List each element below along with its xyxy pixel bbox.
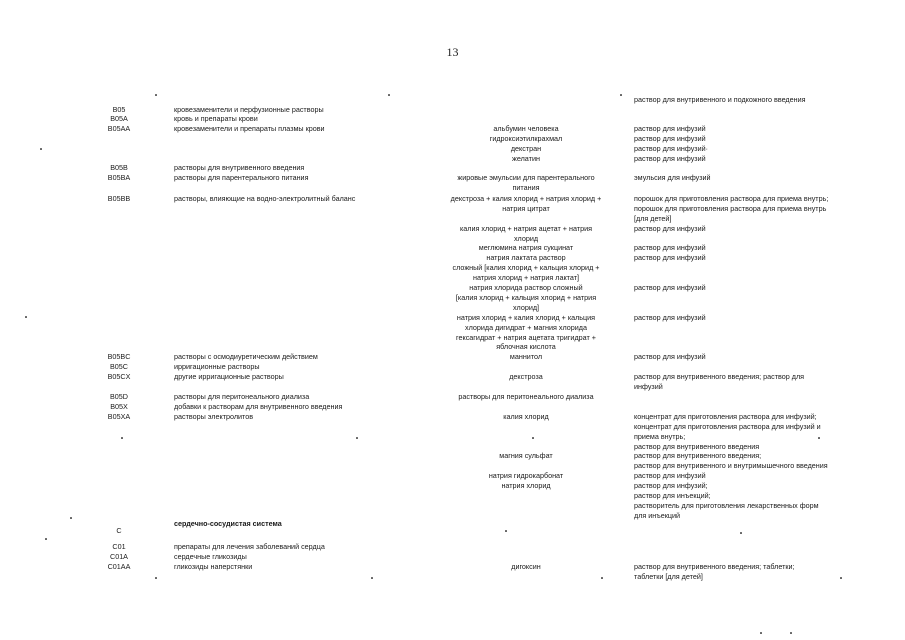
drug-name: гидроксиэтилкрахмал (489, 134, 563, 143)
form-cell: раствор для инфузий (634, 154, 706, 163)
form-cell: раствор для инфузий· (634, 144, 709, 153)
drug-name: яблочная кислота (496, 342, 556, 351)
form-cell: раствор для внутривенного введения; (634, 451, 762, 460)
scan-speck (356, 437, 358, 439)
atc-group: кровь и препараты крови (174, 114, 258, 123)
drug-name: гексагидрат + натрия ацетата тригидрат + (456, 333, 596, 342)
drug-name: натрия цитрат (502, 204, 550, 213)
drug-name: декстроза + калия хлорид + натрия хлорид + (450, 194, 602, 203)
form-cell: порошок для приготовления раствора для приема внутрь; (634, 194, 829, 203)
atc-code: C (116, 526, 122, 535)
form-cell: таблетки [для детей] (634, 572, 703, 581)
atc-code: B05X (110, 402, 128, 411)
drug-name: меглюмина натрия сукцинат (478, 243, 574, 252)
atc-group: сердечные гликозиды (174, 552, 247, 561)
page-number: 13 (446, 45, 459, 59)
atc-code: C01 (112, 542, 126, 551)
form-cell: раствор для внутривенного введения; раствор для (634, 372, 805, 381)
atc-group: растворы электролитов (174, 412, 254, 421)
drug-name: сложный [калия хлорид + кальция хлорид + (452, 263, 600, 272)
scan-speck (790, 632, 792, 634)
form-cell: раствор для внутривенного введения (634, 442, 760, 451)
drug-name: жировые эмульсии для парентерального (457, 173, 595, 182)
form-cell: раствор для внутривенного и внутримышечного введения (634, 461, 828, 470)
atc-group: растворы для внутривенного введения (174, 163, 305, 172)
scan-speck (740, 532, 742, 534)
atc-group: ирригационные растворы (174, 362, 260, 371)
form-cell: раствор для инфузий (634, 253, 706, 262)
drug-name: питания (512, 183, 540, 192)
drug-name: желатин (512, 154, 540, 163)
drug-name: альбумин человека (493, 124, 559, 133)
atc-group: препараты для лечения заболеваний сердца (174, 542, 325, 551)
form-cell: приема внутрь; (634, 432, 686, 441)
scan-speck (388, 94, 390, 96)
form-cell: эмульсия для инфузий (634, 173, 711, 182)
atc-code: B05 (112, 105, 126, 114)
scan-speck (25, 316, 27, 318)
drug-name: натрия гидрокарбонат (488, 471, 564, 480)
scan-speck (620, 94, 622, 96)
drug-name: декстран (510, 144, 542, 153)
drug-name: калия хлорид (503, 412, 549, 421)
atc-code: C01A (110, 552, 128, 561)
drug-name: [калия хлорид + кальция хлорид + натрия (455, 293, 597, 302)
form-cell: для инъекций (634, 511, 681, 520)
atc-code: B05C (110, 362, 128, 371)
form-cell: раствор для внутривенного и подкожного введения (634, 95, 806, 104)
drug-name: хлорида дигидрат + магния хлорида (465, 323, 587, 332)
drug-name: хлорид] (512, 303, 540, 312)
form-cell: раствор для инфузий (634, 124, 706, 133)
atc-group: растворы для перитонеального диализа (174, 392, 310, 401)
form-cell: раствор для инфузий (634, 313, 706, 322)
form-cell: раствор для инфузий (634, 471, 706, 480)
form-cell: концентрат для приготовления раствора для инфузий и (634, 422, 821, 431)
drug-name: растворы для перитонеального диализа (458, 392, 594, 401)
scan-speck (40, 148, 42, 150)
atc-group: гликозиды наперстянки (174, 562, 253, 571)
scan-speck (45, 538, 47, 540)
atc-code: C01AA (107, 562, 131, 571)
atc-code: B05XA (107, 412, 131, 421)
scan-speck (371, 577, 373, 579)
drug-name: натрия лактата раствор (486, 253, 566, 262)
scan-speck (601, 577, 603, 579)
scan-speck (121, 437, 123, 439)
form-cell: инфузий (634, 382, 663, 391)
scan-speck (70, 517, 72, 519)
drug-name: дигоксин (511, 562, 541, 571)
form-cell: раствор для инфузий (634, 283, 706, 292)
form-cell: раствор для инфузий (634, 243, 706, 252)
drug-name: магния сульфат (499, 451, 553, 460)
scan-speck (505, 530, 507, 532)
form-cell: [для детей] (634, 214, 672, 223)
atc-code: B05CX (107, 372, 131, 381)
drug-name: натрия хлорида раствор сложный (469, 283, 583, 292)
scan-speck (760, 632, 762, 634)
atc-group: растворы для парентерального питания (174, 173, 309, 182)
atc-code: B05B (110, 163, 128, 172)
form-cell: раствор для инфузий (634, 224, 706, 233)
form-cell: раствор для инъекций; (634, 491, 711, 500)
atc-group: растворы, влияющие на водно-электролитный баланс (174, 194, 356, 203)
drug-name: калия хлорид + натрия ацетат + натрия (460, 224, 592, 233)
atc-code: B05BB (107, 194, 131, 203)
atc-code: B05BC (107, 352, 131, 361)
drug-name: маннитол (509, 352, 543, 361)
atc-code: B05BA (107, 173, 131, 182)
scan-speck (818, 437, 820, 439)
form-cell: раствор для внутривенного введения; таблетки; (634, 562, 795, 571)
form-cell: раствор для инфузий (634, 352, 706, 361)
scan-speck (155, 94, 157, 96)
atc-group: другие ирригационные растворы (174, 372, 284, 381)
atc-group: добавки к растворам для внутривенного введения (174, 402, 343, 411)
drug-name: натрия хлорид + натрия лактат] (472, 273, 580, 282)
atc-code: B05A (110, 114, 128, 123)
atc-group: растворы с осмодиуретическим действием (174, 352, 318, 361)
atc-group: кровезаменители и перфузионные растворы (174, 105, 324, 114)
form-cell: порошок для приготовления раствора для приема внутрь (634, 204, 827, 213)
drug-name: натрия хлорид + калия хлорид + кальция (456, 313, 596, 322)
atc-group: кровезаменители и препараты плазмы крови (174, 124, 325, 133)
drug-name: хлорид (513, 234, 539, 243)
drug-name: декстроза (509, 372, 543, 381)
scan-speck (840, 577, 842, 579)
drug-name: натрия хлорид (501, 481, 551, 490)
form-cell: концентрат для приготовления раствора для инфузий; (634, 412, 817, 421)
form-cell: раствор для инфузий; (634, 481, 708, 490)
atc-code: B05AA (107, 124, 131, 133)
atc-group: сердечно-сосудистая система (174, 519, 282, 528)
atc-code: B05D (110, 392, 128, 401)
form-cell: раствор для инфузий (634, 134, 706, 143)
scan-speck (155, 577, 157, 579)
scan-speck (532, 437, 534, 439)
form-cell: растворитель для приготовления лекарственных форм (634, 501, 819, 510)
